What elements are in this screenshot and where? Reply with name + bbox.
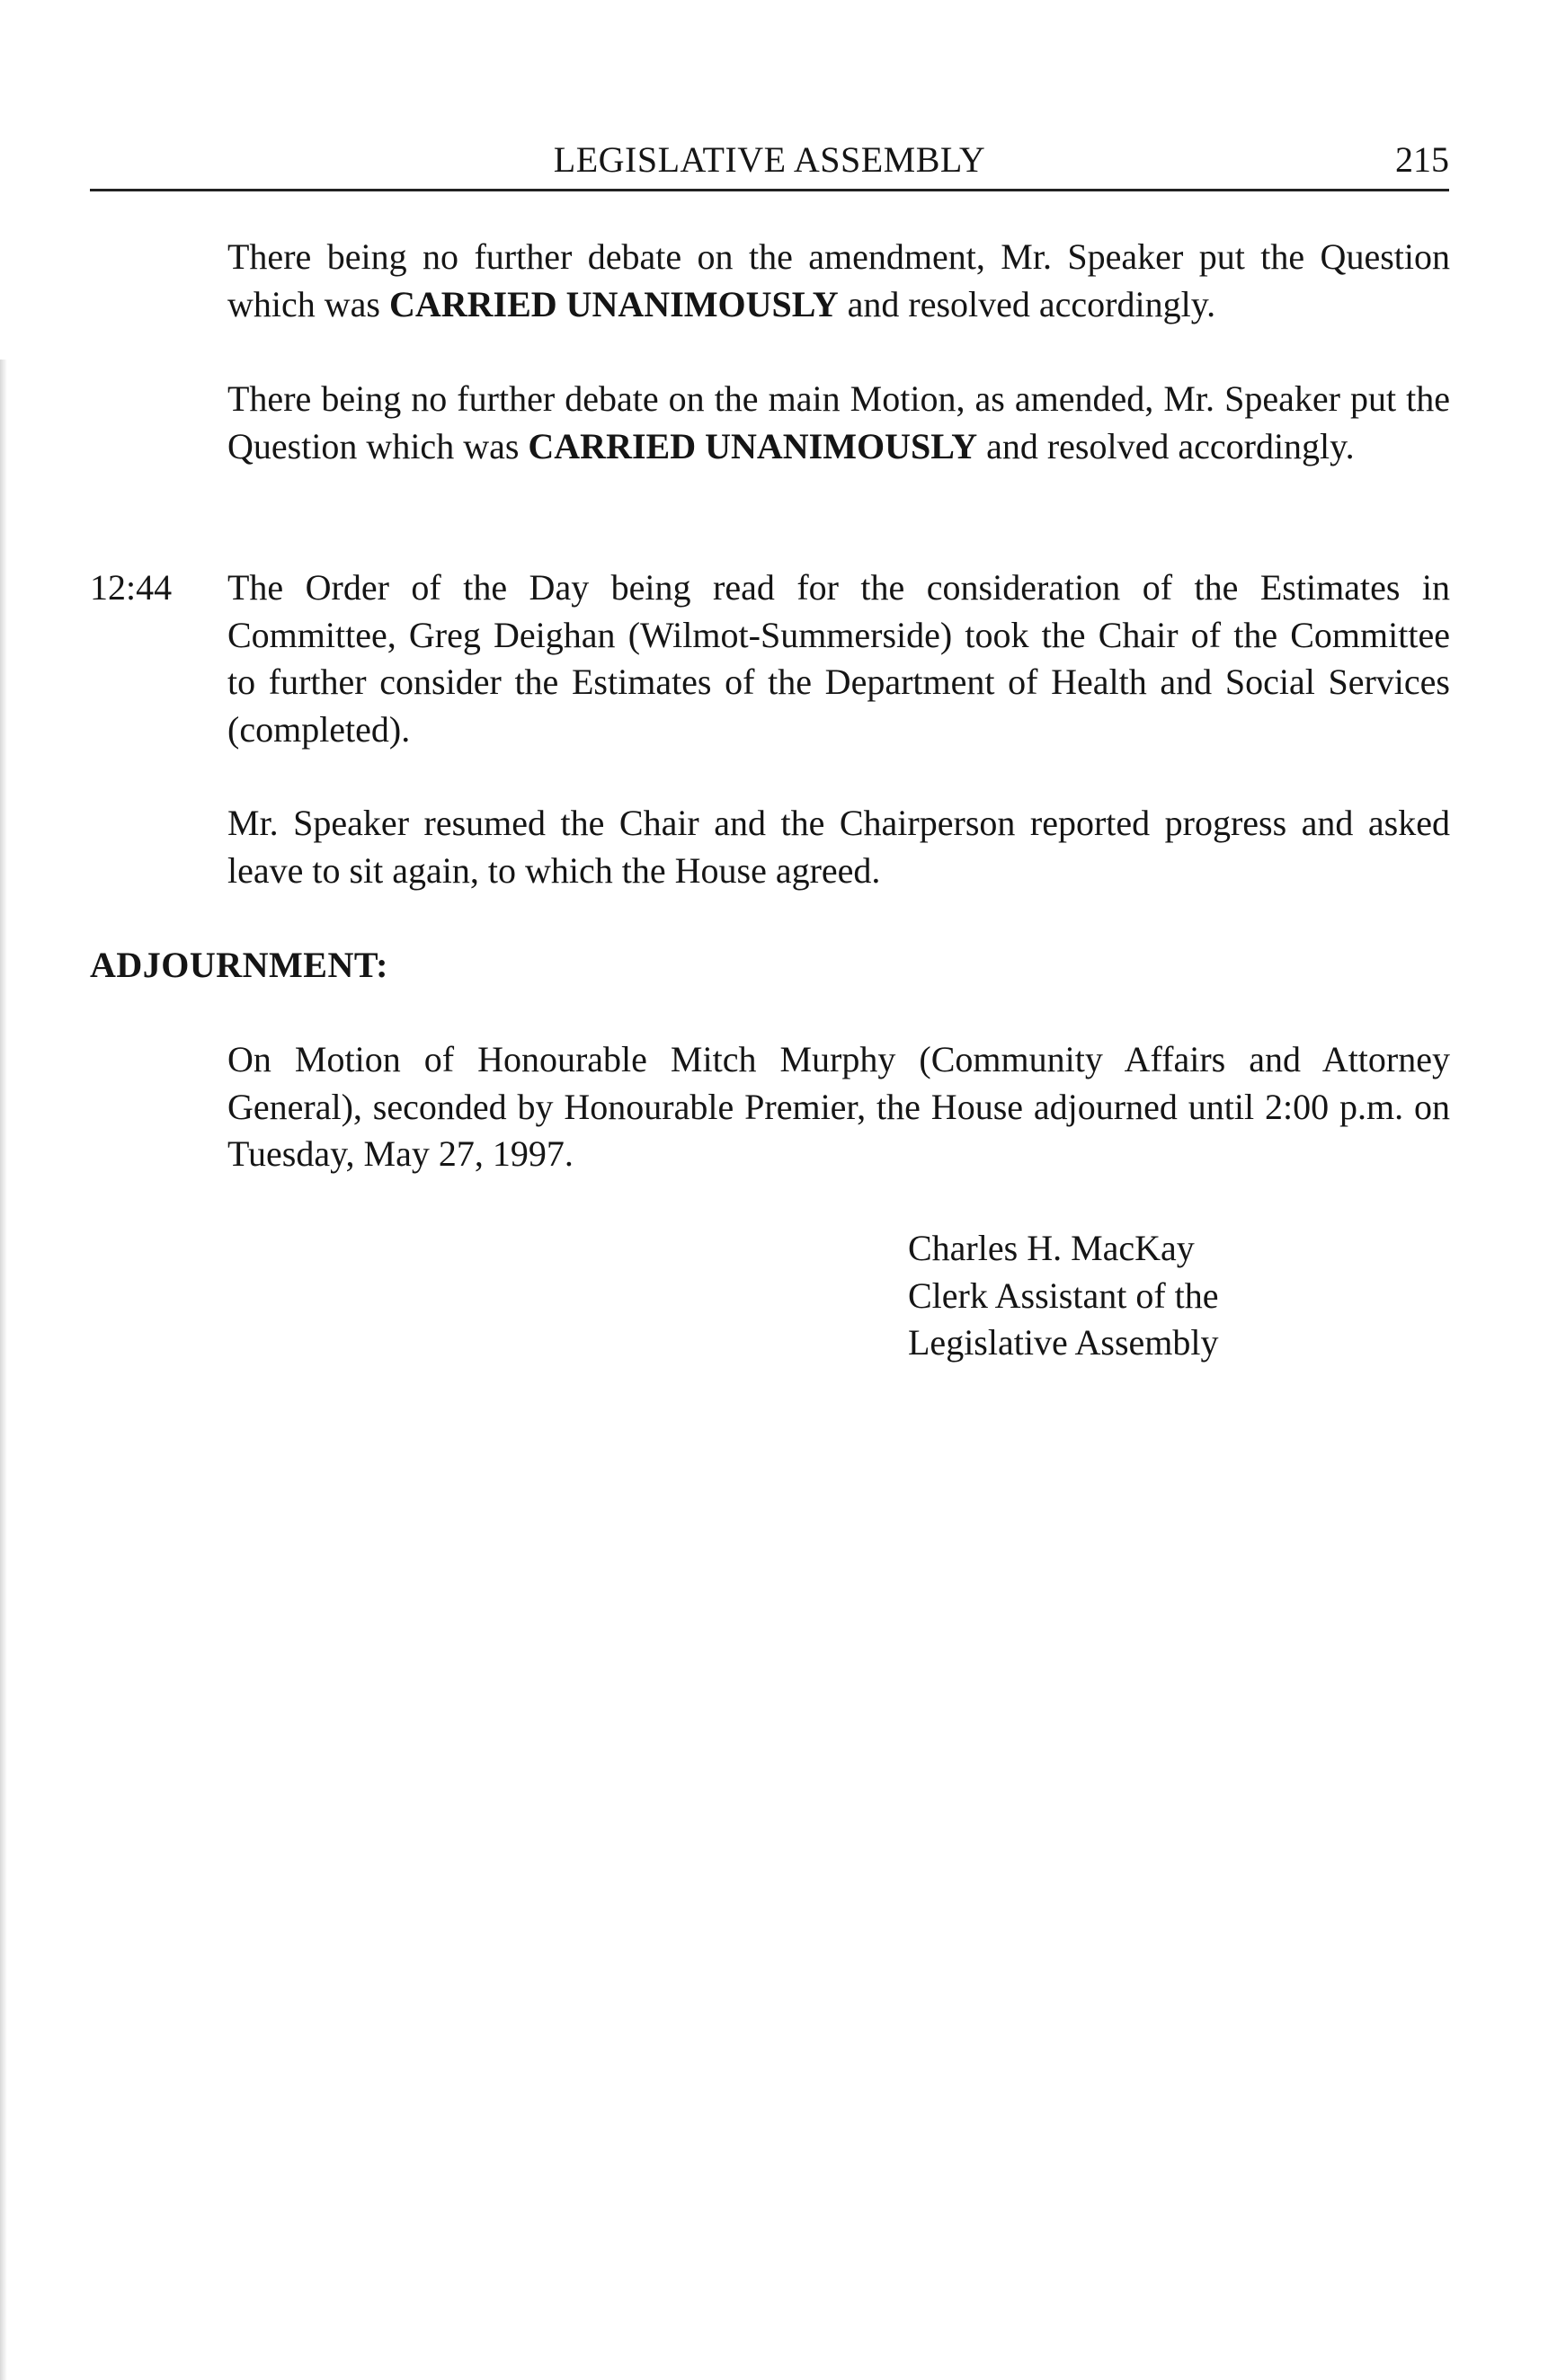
page-number: 215 <box>1395 139 1449 180</box>
paragraph-adjournment-motion: On Motion of Honourable Mitch Murphy (Community Affairs and Attorney General), seconded by Honourable Premier, the House adjourned until 2:00 p.m. on Tuesday, May 27, 1997. <box>227 1039 1450 1174</box>
paragraph-amendment-result: CARRIED UNANIMOUSLY <box>388 283 839 324</box>
paragraph-main-motion-text-after: and resolved accordingly. <box>977 425 1355 466</box>
paragraph-main-motion-text-before: There being no further debate on the main Motion, as amended, Mr. Speaker put the Question which was <box>227 378 1450 466</box>
header-title: LEGISLATIVE ASSEMBLY <box>553 139 986 180</box>
paragraph-main-motion-result: CARRIED UNANIMOUSLY <box>528 425 978 466</box>
paragraph-amendment-text-after: and resolved accordingly. <box>838 283 1216 324</box>
paragraph-main-motion-vote <box>227 376 1450 470</box>
time-stamp: 12:44 <box>90 567 173 608</box>
paragraph-amendment-vote <box>227 234 1450 328</box>
page-header <box>90 135 1449 191</box>
adjournment-heading: ADJOURNMENT: <box>90 945 388 985</box>
signature-name: Charles H. MacKay <box>908 1228 1195 1268</box>
paragraph-amendment-text-before: There being no further debate on the amendment, Mr. Speaker put the Question which was <box>227 236 1450 324</box>
signature-title-line1: Clerk Assistant of the <box>908 1274 1219 1316</box>
signature-title-line2: Legislative Assembly <box>908 1322 1219 1363</box>
scan-edge-shadow <box>0 360 7 2380</box>
paragraph-estimates-committee: The Order of the Day being read for the consideration of the Estimates in Committee, Greg Deighan (Wilmot-Summerside) took the Chair of the Committee to further consider the Estimates of the Department of Health and Social Services (completed). <box>227 567 1450 750</box>
signature-block <box>908 1225 1219 1367</box>
paragraph-speaker-resumed: Mr. Speaker resumed the Chair and the Chairperson reported progress and asked leave to sit again, to which the House agreed. <box>227 803 1450 891</box>
